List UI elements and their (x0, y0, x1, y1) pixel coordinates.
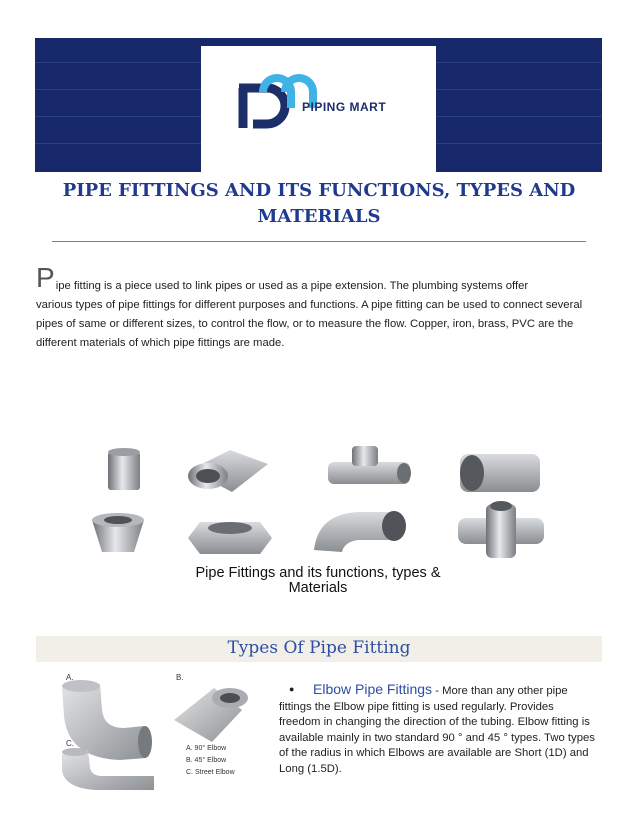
title-line-1: PIPE FITTINGS AND ITS FUNCTIONS, TYPES AND (62, 180, 576, 201)
flange-fitting (92, 513, 144, 552)
nipple-fitting (108, 448, 140, 490)
bullet-icon: ● (289, 684, 295, 694)
socket-fitting (460, 454, 540, 492)
logo[interactable] (201, 46, 436, 172)
caption-line-2: Materials (288, 580, 348, 596)
elbow-label-c: C. (66, 739, 74, 748)
coupling-fitting (188, 450, 268, 492)
title-divider (52, 241, 586, 242)
types-heading: Types Of Pipe Fitting (227, 638, 411, 658)
cross-fitting (458, 501, 544, 558)
title-line-2: MATERIALS (257, 206, 381, 227)
legend-street: C. Street Elbow (186, 769, 235, 776)
tee-fitting (328, 446, 411, 484)
intro-first-line: ipe fitting is a piece used to link pipes or used as a pipe extension. The plumbing systems offer (55, 280, 529, 292)
elbow-label-b: B. (176, 673, 184, 682)
elbow-fitting (314, 511, 406, 552)
page-title (40, 178, 598, 230)
intro-body: various types of pipe fittings for different purposes and functions. A pipe fitting can be used to connect several pipes of same or different sizes, to control the flow, or to measure the flow. Copper, iron, brass, PVC are the different materials of which pipe fittings are made. (36, 299, 583, 349)
logo-text: PIPING MART (302, 100, 387, 114)
elbow-label-a: A. (66, 673, 74, 682)
elbow-fittings-photo (44, 670, 268, 792)
legend-45: B. 45° Elbow (186, 757, 227, 764)
drop-cap: P (36, 262, 55, 293)
elbow-list-item (279, 682, 597, 777)
legend-90: A. 90° Elbow (186, 745, 227, 752)
fittings-caption (98, 566, 538, 596)
elbow-heading: Elbow Pipe Fittings (313, 681, 433, 697)
hex-bushing-fitting (188, 522, 272, 554)
caption-line-1: Pipe Fittings and its functions, types & (195, 565, 441, 581)
intro-paragraph (36, 262, 596, 353)
elbow-45-photo (174, 688, 248, 742)
elbow-90-photo (62, 680, 152, 760)
elbow-description: - More than any other pipe fittings the Elbow pipe fitting is used regularly. Provides freedom in changing the direction of the tubing. Elbow fitting is available mainly in two standard 90 ° and 45 ° types. Two types of the radius in which Elbows are available are Short (1D) and Long (1.5D). (279, 685, 595, 775)
